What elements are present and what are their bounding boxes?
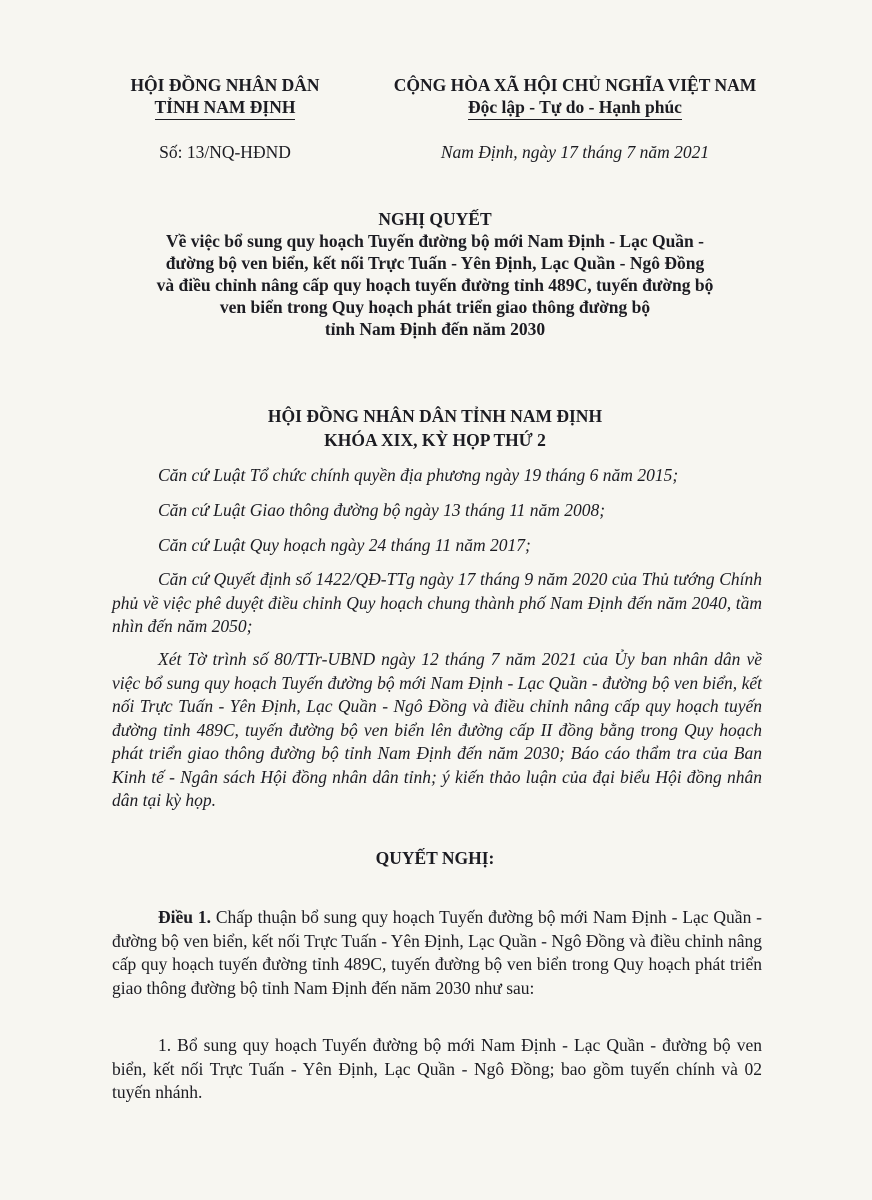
council-session: KHÓA XIX, KỲ HỌP THỨ 2	[324, 430, 546, 450]
legal-basis-item: Căn cứ Luật Giao thông đường bộ ngày 13 tháng 11 năm 2008;	[158, 500, 606, 520]
authority-line-1: HỘI ĐỒNG NHÂN DÂN	[130, 75, 320, 95]
motto: Độc lập - Tự do - Hạnh phúc	[468, 96, 682, 120]
date-place: Nam Định, ngày 17 tháng 7 năm 2021	[440, 142, 710, 162]
legal-basis-item: Căn cứ Luật Quy hoạch ngày 24 tháng 11 năm 2017;	[158, 535, 531, 555]
subject-line: đường bộ ven biển, kết nối Trực Tuấn - Yên Định, Lạc Quần - Ngô Đồng	[165, 253, 705, 273]
legal-basis-item: Xét Tờ trình số 80/TTr-UBND ngày 12 tháng 7 năm 2021 của Ủy ban nhân dân về việc bổ sung quy hoạch Tuyến đường bộ mới Nam Định - Lạc Quần - đường bộ ven biển, kết nối Trực Tuấn - Yên Định, Lạc Quần - Ngô Đồng và điều chỉnh nâng cấp quy hoạch tuyến đường tỉnh 489C, tuyến đường bộ ven biển lên đường cấp II đồng bằng trong Quy hoạch phát triển giao thông đường bộ tỉnh Nam Định đến năm 2030; Báo cáo thẩm tra của Ban Kinh tế - Ngân sách Hội đồng nhân dân tỉnh; ý kiến thảo luận của đại biểu Hội đồng nhân dân tại kỳ họp.	[112, 649, 762, 810]
national-motto	[360, 74, 790, 120]
council-heading	[90, 404, 780, 452]
document-title	[90, 208, 780, 340]
legal-basis-item: Căn cứ Quyết định số 1422/QĐ-TTg ngày 17 tháng 9 năm 2020 của Thủ tướng Chính phủ về việc phê duyệt điều chỉnh Quy hoạch chung thành phố Nam Định đến năm 2040, tầm nhìn đến năm 2050;	[112, 569, 762, 636]
subject-line: Về việc bổ sung quy hoạch Tuyến đường bộ mới Nam Định - Lạc Quần -	[166, 231, 704, 251]
decision-heading: QUYẾT NGHỊ:	[375, 848, 495, 868]
council-name: HỘI ĐỒNG NHÂN DÂN TỈNH NAM ĐỊNH	[267, 406, 603, 426]
article-text: Chấp thuận bổ sung quy hoạch Tuyến đường bộ mới Nam Định - Lạc Quần - đường bộ ven biển, kết nối Trực Tuấn - Yên Định, Lạc Quần - Ngô Đồng và điều chỉnh nâng cấp quy hoạch tuyến đường tỉnh 489C, tuyến đường bộ ven biển trong Quy hoạch phát triển giao thông đường bộ tỉnh Nam Định đến năm 2030 như sau:	[112, 907, 763, 998]
document-number: Số: 13/NQ-HĐND	[159, 142, 291, 162]
nation-name: CỘNG HÒA XÃ HỘI CHỦ NGHĨA VIỆT NAM	[393, 75, 757, 95]
subject-line: ven biển trong Quy hoạch phát triển giao thông đường bộ	[219, 297, 651, 317]
legal-basis-item: Căn cứ Luật Tổ chức chính quyền địa phương ngày 19 tháng 6 năm 2015;	[158, 465, 679, 485]
article-1-item-1: 1. Bổ sung quy hoạch Tuyến đường bộ mới Nam Định - Lạc Quần - đường bộ ven biển, kết nối Trực Tuấn - Yên Định, Lạc Quần - Ngô Đồng; bao gồm tuyến chính và 02 tuyến nhánh.	[112, 1035, 762, 1102]
subject-line: tỉnh Nam Định đến năm 2030	[324, 319, 546, 339]
article-label: Điều 1.	[158, 907, 211, 927]
issuing-authority	[100, 74, 350, 120]
article-1	[112, 906, 762, 1000]
authority-line-2: TỈNH NAM ĐỊNH	[155, 96, 296, 120]
subject-line: và điều chỉnh nâng cấp quy hoạch tuyến đường tỉnh 489C, tuyến đường bộ	[156, 275, 714, 295]
doc-type: NGHỊ QUYẾT	[378, 209, 492, 229]
